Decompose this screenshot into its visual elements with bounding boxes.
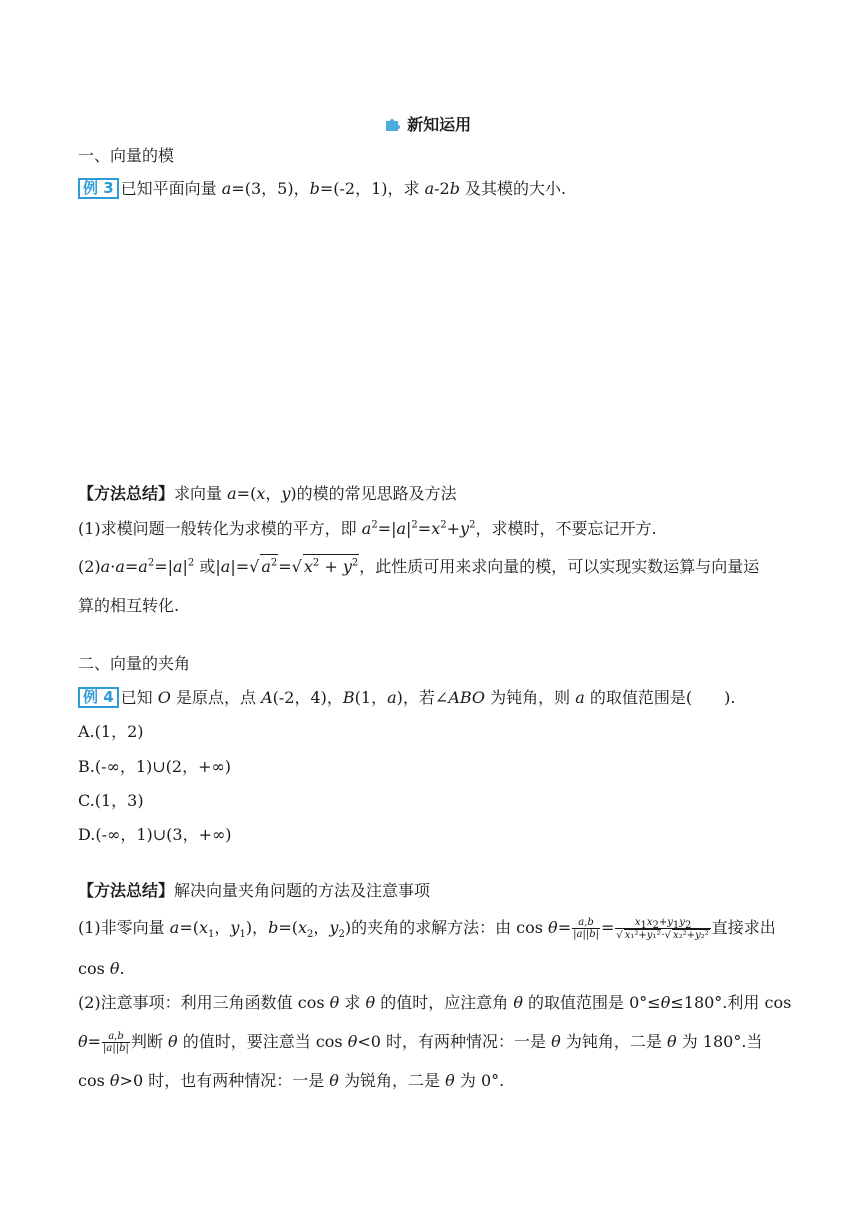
option-c[interactable]: C.(1，3) [78, 791, 144, 810]
text: 直接求出 [711, 918, 776, 937]
method-1-point-2-cont: 算的相互转化. [78, 596, 180, 615]
fraction: $\frac{a,b}{|a||b|}$ [103, 1031, 129, 1054]
text: >0 时，也有两种情况：一是 [119, 1071, 330, 1090]
text: 求向量 [174, 484, 228, 503]
method-summary-2-title [78, 879, 430, 903]
text: )，若∠ [396, 688, 449, 707]
section2-heading: 二、向量的夹角 [78, 654, 191, 673]
text: -2 [434, 179, 450, 198]
text: ， [265, 484, 282, 503]
section-header [384, 112, 471, 135]
text: 是原点，点 [170, 688, 262, 707]
text: 已知 [120, 688, 158, 707]
option-b[interactable]: B.(-∞，1)∪(2，+∞) [78, 757, 232, 776]
text: ，此性质可用来求向量的模，可以实现实数运算与向量运 [359, 557, 760, 576]
option-a[interactable]: A.(1，2) [78, 722, 144, 741]
method-1-point-2: $(2)a\cdot a=a^2=|a|^2$ 或|a|=√ $a^2=√$ $x^2 + y^2$，此性质可用来求向量的模，可以实现实数运算与向量运 [78, 554, 759, 579]
method-2-point-2: (2)注意事项：利用三角函数值 cos θ 求 θ 的值时，应注意角 θ 的取值范围是 0°≤θ≤180°.利用 cos [78, 993, 792, 1012]
method-2-point-1-cont: cos θ. [78, 959, 125, 978]
text: 的夹角的求解方法：由 cos [351, 918, 549, 937]
text: ，求模时，不要忘记开方. [475, 519, 657, 538]
text: cos [78, 1071, 110, 1090]
text: 为 180°.当 [676, 1032, 763, 1051]
fraction: $\frac{x_1x_2+y_1y_2}{\text{√ x₁²+y₁²·√ x₂²+y₂²}}$ [616, 916, 709, 941]
method-label: 【方法总结】 [78, 484, 175, 503]
text: 已知平面向量 [120, 179, 222, 198]
text: =( [236, 484, 257, 503]
puzzle-icon [384, 115, 402, 133]
example4: 例 4 已知 O 是原点，点 A(-2，4)，B(1，a)，若∠ABO 为钝角，则 a 的取值范围是( ). [78, 686, 735, 710]
text: =(3，5)， [231, 179, 310, 198]
text: 的取值范围是( ). [584, 688, 736, 707]
text: 及其模的大小. [459, 179, 567, 198]
page-title: 新知运用 [407, 115, 472, 134]
text: (2)注意事项：利用三角函数值 cos [78, 993, 330, 1012]
method-2-point-2-line2: θ= $\frac{a,b}{|a||b|}$ 判断 θ 的值时，要注意当 cos θ<0 时，有两种情况：一是 θ 为钝角，二是 θ 为 180°.当 [78, 1031, 763, 1054]
text: 解决向量夹角问题的方法及注意事项 [174, 881, 431, 900]
text: 为钝角，二是 [560, 1032, 667, 1051]
method-2-point-1: (1)非零向量 $a=(x_1$，$y_1$)，$b=(x_2$，$y_2$)的夹角的求解方法：由 cos θ= $\frac{a,b}{|a||b|}$ = $\frac{x_1x_2+y_1y_2}{\text{√ x₁²+y₁²·√ x₂²+y₂²}}$ 直接求出 [78, 916, 776, 941]
text: 判断 [130, 1032, 169, 1051]
method-2-point-2-line3: cos θ>0 时，也有两种情况：一是 θ 为锐角，二是 θ 为 0°. [78, 1071, 505, 1090]
text: (2) [78, 557, 101, 576]
text: (-2，4)， [272, 688, 343, 707]
text: 为锐角，二是 [338, 1071, 446, 1090]
text: 的值时，要注意当 cos [177, 1032, 348, 1051]
text: )的模的常见思路及方法 [290, 484, 457, 503]
fraction: $\frac{a,b}{|a||b|}$ [573, 917, 599, 940]
example-tag: 例 3 [78, 178, 119, 199]
text: =(-2，1)，求 [319, 179, 425, 198]
text: (1)求模问题一般转化为求模的平方，即 [78, 519, 362, 538]
method-summary-1-title: 【方法总结】求向量 a=(x，y)的模的常见思路及方法 [78, 484, 457, 503]
method-1-point-1: (1)求模问题一般转化为求模的平方，即 $a^2=|a|^2=x^2+y^2$，求模时，不要忘记开方. [78, 519, 657, 538]
text: cos [78, 959, 110, 978]
text: <0 时，有两种情况：一是 [357, 1032, 552, 1051]
text: 的值时，应注意角 [375, 993, 514, 1012]
option-d[interactable]: D.(-∞，1)∪(3，+∞) [78, 825, 232, 844]
example-tag: 例 4 [78, 687, 119, 708]
text: 的取值范围是 0°≤ [522, 993, 661, 1012]
text: (1)非零向量 [78, 918, 170, 937]
example3: 例 3 已知平面向量 a=(3，5)，b=(-2，1)，求 a-2b 及其模的大小. [78, 177, 566, 201]
text: 求 [339, 993, 366, 1012]
section1-heading: 一、向量的模 [78, 146, 175, 165]
method-label: 【方法总结】 [78, 881, 175, 900]
text: (1， [354, 688, 388, 707]
text: 为钝角，则 [485, 688, 576, 707]
text: 为 0°. [454, 1071, 505, 1090]
text: ≤180°.利用 cos [670, 993, 792, 1012]
